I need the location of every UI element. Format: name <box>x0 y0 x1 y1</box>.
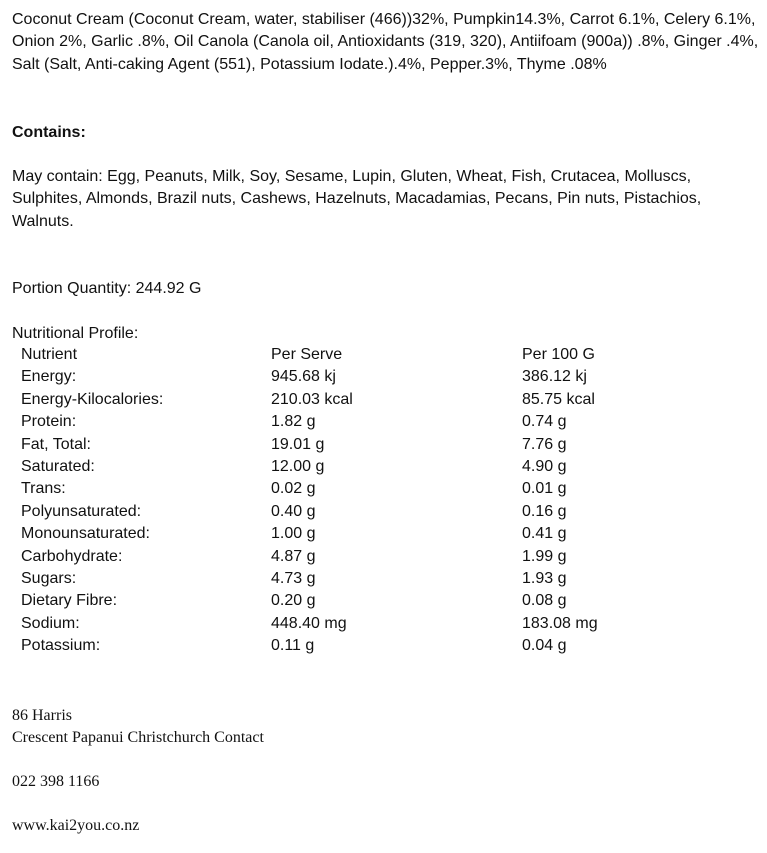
per-serve-value: 0.11 g <box>271 637 315 655</box>
nutrition-row <box>21 590 722 612</box>
per-serve-value: 19.01 g <box>271 435 325 453</box>
per-serve-value: 945.68 kj <box>271 368 336 386</box>
per-serve-value: 12.00 g <box>271 458 325 476</box>
contains-heading: Contains: <box>12 124 86 141</box>
per-serve-value: 0.20 g <box>271 592 316 610</box>
nutrition-row <box>21 411 722 433</box>
nutrient-name: Fat, Total: <box>21 435 91 453</box>
nutrition-table <box>21 344 722 658</box>
nutrient-name: Saturated: <box>21 458 95 476</box>
nutrition-row <box>21 546 722 568</box>
nutrient-name: Monounsaturated: <box>21 525 150 543</box>
nutrition-row <box>21 434 722 456</box>
header-per-serve: Per Serve <box>271 346 343 363</box>
address-line-1: 86 Harris <box>12 707 72 724</box>
per-100g-value: 0.01 g <box>522 480 567 498</box>
contact-block <box>12 705 264 838</box>
nutrition-row <box>21 501 722 523</box>
per-serve-value: 1.82 g <box>271 413 316 431</box>
nutrient-name: Trans: <box>21 480 66 498</box>
header-nutrient: Nutrient <box>21 346 78 363</box>
address-line-2: Crescent Papanui Christchurch Contact <box>12 729 264 747</box>
nutrient-name: Potassium: <box>21 637 101 655</box>
nutrition-row <box>21 456 722 478</box>
nutrition-row <box>21 478 722 500</box>
nutrition-title: Nutritional Profile: <box>12 325 139 342</box>
per-100g-value: 7.76 g <box>522 435 567 453</box>
per-serve-value: 210.03 kcal <box>271 390 353 408</box>
per-serve-value: 4.87 g <box>271 547 316 565</box>
nutrient-name: Sugars: <box>21 570 77 588</box>
per-100g-value: 1.99 g <box>522 547 567 565</box>
per-100g-value: 1.93 g <box>522 570 567 588</box>
nutrition-row <box>21 389 722 411</box>
nutrition-row <box>21 568 722 590</box>
nutrient-name: Carbohydrate: <box>21 547 123 565</box>
nutrient-name: Protein: <box>21 413 77 431</box>
per-serve-value: 4.73 g <box>271 570 316 588</box>
nutrient-name: Energy-Kilocalories: <box>21 390 164 408</box>
per-100g-value: 0.16 g <box>522 502 567 520</box>
phone-number: 022 398 1166 <box>12 772 100 790</box>
per-serve-value: 0.02 g <box>271 480 316 498</box>
per-100g-value: 0.08 g <box>522 592 567 610</box>
website-link[interactable]: www.kai2you.co.nz <box>12 817 140 835</box>
per-100g-value: 85.75 kcal <box>522 390 595 408</box>
nutrition-row <box>21 523 722 545</box>
header-per-100g: Per 100 G <box>522 346 595 363</box>
ingredients-list: Coconut Cream (Coconut Cream, water, stabiliser (466))32%, Pumpkin14.3%, Carrot 6.1%, Celery 6.1%, Onion 2%, Garlic .8%, Oil Canola (Canola oil, Antioxidants (319, 320), Antiifoam (900a)) .8%, Ginger .4%, Salt (Salt, Anti-caking Agent (551), Potassium Iodate.).4%, Pepper.3%, Thyme .08% <box>12 11 759 73</box>
portion-quantity: Portion Quantity: 244.92 G <box>12 280 202 297</box>
nutrition-rows <box>21 366 722 657</box>
nutrition-header-row <box>21 344 722 366</box>
per-100g-value: 0.74 g <box>522 413 567 431</box>
per-serve-value: 1.00 g <box>271 525 316 543</box>
per-100g-value: 183.08 mg <box>522 614 598 632</box>
nutrient-name: Dietary Fibre: <box>21 592 118 610</box>
nutrition-row <box>21 635 722 657</box>
product-info-document <box>12 9 762 835</box>
nutrition-row <box>21 366 722 388</box>
nutrient-name: Polyunsaturated: <box>21 502 142 520</box>
nutrient-name: Energy: <box>21 368 77 386</box>
nutrition-row <box>21 613 722 635</box>
per-100g-value: 4.90 g <box>522 458 567 476</box>
nutrient-name: Sodium: <box>21 614 80 632</box>
per-100g-value: 386.12 kj <box>522 368 587 386</box>
per-serve-value: 0.40 g <box>271 502 316 520</box>
per-100g-value: 0.04 g <box>522 637 567 655</box>
per-100g-value: 0.41 g <box>522 525 567 543</box>
per-serve-value: 448.40 mg <box>271 614 347 632</box>
allergen-may-contain: May contain: Egg, Peanuts, Milk, Soy, Sesame, Lupin, Gluten, Wheat, Fish, Crutacea, Molluscs, Sulphites, Almonds, Brazil nuts, Cashews, Hazelnuts, Macadamias, Pecans, Pin nuts, Pistachios, Walnuts. <box>12 168 702 230</box>
